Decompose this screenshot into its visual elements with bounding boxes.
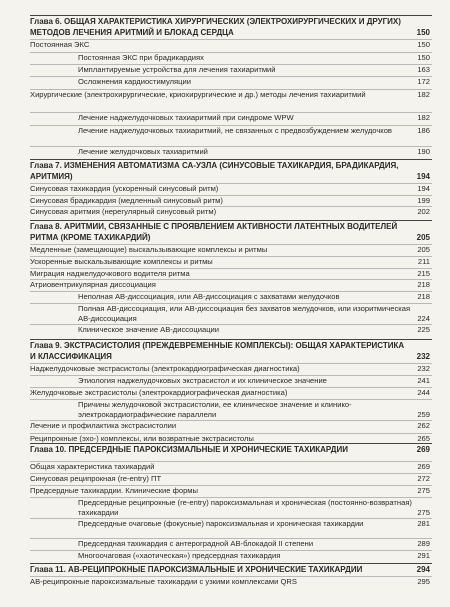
entry-title: Желудочковые экстрасистолы (электрокардиографическая диагностика) bbox=[30, 388, 288, 397]
toc-entry[interactable] bbox=[30, 388, 432, 398]
entry-title: Неполная АВ-диссоциация, или АВ-диссоциация с захватами желудочков bbox=[78, 292, 340, 301]
chapter-heading[interactable] bbox=[30, 341, 432, 362]
toc-entry[interactable] bbox=[30, 65, 432, 75]
chapter-heading[interactable] bbox=[30, 17, 432, 38]
entry-title: Предсердные реципрокные (re-entry) пароксизмальная и хроническая (постоянно-возвратная) тахикардии bbox=[78, 498, 412, 517]
toc-entry[interactable] bbox=[30, 462, 432, 472]
page-number: 232 bbox=[417, 364, 430, 373]
page-number: 202 bbox=[417, 207, 430, 216]
toc-entry[interactable] bbox=[30, 292, 432, 302]
chapter-title: Глава 6. ОБЩАЯ ХАРАКТЕРИСТИКА ХИРУРГИЧЕСКИХ (ЭЛЕКТРОХИРУРГИЧЕСКИХ И ДРУГИХ) МЕТОДОВ ЛЕЧЕНИЯ АРИТМИЙ И БЛОКАД СЕРДЦА bbox=[30, 17, 401, 37]
row-rule bbox=[30, 420, 432, 421]
toc-entry[interactable] bbox=[30, 486, 432, 496]
page-number: 182 bbox=[417, 113, 430, 122]
entry-title: Лечение и профилактика экстрасистолии bbox=[30, 421, 177, 430]
entry-title: Синусовая тахикардия (ускоренный синусовый ритм) bbox=[30, 184, 219, 193]
page-number: 218 bbox=[417, 292, 430, 301]
entry-title: Лечение наджелудочковых тахиаритмий при синдроме WPW bbox=[78, 113, 294, 122]
toc-entry[interactable] bbox=[30, 400, 432, 419]
toc-entry[interactable] bbox=[30, 364, 432, 374]
page-number: 295 bbox=[417, 577, 430, 586]
chapter-rule bbox=[30, 563, 432, 564]
row-rule bbox=[30, 485, 432, 486]
row-rule bbox=[30, 497, 432, 498]
chapter-rule bbox=[30, 15, 432, 16]
chapter-heading[interactable] bbox=[30, 222, 432, 243]
row-rule bbox=[30, 64, 432, 65]
row-rule bbox=[30, 550, 432, 551]
row-rule bbox=[30, 433, 432, 434]
toc-entry[interactable] bbox=[30, 196, 432, 206]
toc-entry[interactable] bbox=[30, 376, 432, 386]
row-rule bbox=[30, 39, 432, 40]
page-number: 281 bbox=[417, 519, 430, 528]
page-number: 275 bbox=[417, 507, 430, 517]
entry-title: Этиология наджелудочковых экстрасистол и их клиническое значение bbox=[78, 376, 327, 385]
page-number: 269 bbox=[417, 462, 430, 471]
page-number: 182 bbox=[417, 90, 430, 99]
page-number: 150 bbox=[417, 40, 430, 49]
toc-entry[interactable] bbox=[30, 280, 432, 290]
chapter-heading[interactable] bbox=[30, 161, 432, 182]
page-number: 225 bbox=[417, 325, 430, 334]
toc-entry[interactable] bbox=[30, 113, 432, 123]
toc-entry[interactable] bbox=[30, 207, 432, 217]
entry-title: Наджелудочковые экстрасистолы (электрокардиографическая диагностика) bbox=[30, 364, 300, 373]
entry-title: Синусовая аритмия (нерегулярный синусовый ритм) bbox=[30, 207, 217, 216]
chapter-title: Глава 8. АРИТМИИ, СВЯЗАННЫЕ С ПРОЯВЛЕНИЕМ АКТИВНОСТИ ЛАТЕНТНЫХ ВОДИТЕЛЕЙ РИТМА (КРОМЕ ТАХИКАРДИЙ) bbox=[30, 222, 398, 242]
row-rule bbox=[30, 256, 432, 257]
row-rule bbox=[30, 206, 432, 207]
row-rule bbox=[30, 76, 432, 77]
entry-title: Полная АВ-диссоциация, или АВ-диссоциация без захватов желудочков, или изоритмическая АВ-диссоциация bbox=[78, 304, 411, 323]
toc-entry[interactable] bbox=[30, 126, 432, 136]
toc-entry[interactable] bbox=[30, 498, 432, 517]
page-number: 244 bbox=[417, 388, 430, 397]
page-number: 215 bbox=[417, 269, 430, 278]
page-number: 269 bbox=[416, 445, 430, 454]
entry-title: Имплантируемые устройства для лечения тахиаритмий bbox=[78, 65, 276, 74]
entry-title: АВ-реципрокные пароксизмальные тахикардии с узкими комплексами QRS bbox=[30, 577, 297, 586]
toc-entry[interactable] bbox=[30, 40, 432, 50]
toc-entry[interactable] bbox=[30, 539, 432, 549]
row-rule bbox=[30, 291, 432, 292]
entry-title: Атриовентрикулярная диссоциация bbox=[30, 280, 156, 289]
toc-entry[interactable] bbox=[30, 577, 432, 587]
row-rule bbox=[30, 268, 432, 269]
page-number: 194 bbox=[417, 184, 430, 193]
toc-entry[interactable] bbox=[30, 147, 432, 157]
chapter-title: Глава 10. ПРЕДСЕРДНЫЕ ПАРОКСИЗМАЛЬНЫЕ И ХРОНИЧЕСКИЕ ТАХИКАРДИИ bbox=[30, 445, 348, 454]
entry-title: Хирургические (электрохирургические, криохирургические и др.) методы лечения тахиаритмий bbox=[30, 90, 366, 99]
row-rule bbox=[30, 576, 432, 577]
page-number: 172 bbox=[417, 77, 430, 86]
toc-entry[interactable] bbox=[30, 325, 432, 335]
toc-entry[interactable] bbox=[30, 77, 432, 87]
page-number: 265 bbox=[417, 434, 430, 443]
page-number: 211 bbox=[417, 257, 430, 266]
page-number: 205 bbox=[417, 245, 430, 254]
entry-title: Постоянная ЭКС при брадикардиях bbox=[78, 53, 204, 62]
entry-title: Реципрокные (эхо-) комплексы, или возвратные экстрасистолы bbox=[30, 434, 254, 443]
entry-title: Синусовая брадикардия (медленный синусовый ритм) bbox=[30, 196, 223, 205]
page-number: 294 bbox=[416, 565, 430, 574]
toc-entry[interactable] bbox=[30, 474, 432, 484]
entry-title: Ускоренные выскальзывающие комплексы и ритмы bbox=[30, 257, 213, 266]
entry-title: Медленные (замещающие) выскальзывающие комплексы и ритмы bbox=[30, 245, 268, 254]
toc-entry[interactable] bbox=[30, 304, 432, 323]
row-rule bbox=[30, 363, 432, 364]
page-number: 186 bbox=[417, 126, 430, 135]
page-number: 262 bbox=[417, 421, 430, 430]
chapter-heading[interactable] bbox=[30, 445, 432, 456]
toc-entry[interactable] bbox=[30, 257, 432, 267]
row-rule bbox=[30, 518, 432, 519]
entry-title: Клиническое значение АВ-диссоциации bbox=[78, 325, 220, 334]
page-number: 272 bbox=[417, 474, 430, 483]
row-rule bbox=[30, 324, 432, 325]
row-rule bbox=[30, 112, 432, 113]
entry-title: Миграция наджелудочкового водителя ритма bbox=[30, 269, 190, 278]
page-number: 205 bbox=[416, 232, 430, 242]
toc-entry[interactable] bbox=[30, 519, 432, 529]
row-rule bbox=[30, 399, 432, 400]
page-number: 150 bbox=[417, 53, 430, 62]
toc-entry[interactable] bbox=[30, 269, 432, 279]
row-rule bbox=[30, 146, 432, 147]
page-number: 291 bbox=[417, 551, 430, 560]
toc-entry[interactable] bbox=[30, 53, 432, 63]
page-number: 163 bbox=[417, 65, 430, 74]
entry-title: Синусовая реципрокная (re-entry) ПТ bbox=[30, 474, 162, 483]
page-number: 150 bbox=[416, 27, 430, 37]
page-number: 199 bbox=[417, 196, 430, 205]
entry-title: Общая характеристика тахикардий bbox=[30, 462, 155, 471]
page-number: 289 bbox=[417, 539, 430, 548]
entry-title: Причины желудочковой экстрасистолии, ее клиническое значение и клинико-электрокардиографические параллели bbox=[78, 400, 352, 419]
chapter-title: Глава 11. АВ-РЕЦИПРОКНЫЕ ПАРОКСИЗМАЛЬНЫЕ И ХРОНИЧЕСКИЕ ТАХИКАРДИИ bbox=[30, 565, 363, 574]
page-number: 194 bbox=[416, 171, 430, 181]
row-rule bbox=[30, 89, 432, 90]
entry-title: Постоянная ЭКС bbox=[30, 40, 90, 49]
page-number: 224 bbox=[417, 313, 430, 323]
row-rule bbox=[30, 473, 432, 474]
row-rule bbox=[30, 375, 432, 376]
row-rule bbox=[30, 183, 432, 184]
entry-title: Лечение желудочковых тахиаритмий bbox=[78, 147, 208, 156]
chapter-rule bbox=[30, 220, 432, 221]
toc-entry[interactable] bbox=[30, 90, 432, 100]
page-number: 218 bbox=[417, 280, 430, 289]
row-rule bbox=[30, 279, 432, 280]
page-number: 259 bbox=[417, 409, 430, 419]
entry-title: Многоочаговая («хаотическая») предсердная тахикардия bbox=[78, 551, 281, 560]
row-rule bbox=[30, 538, 432, 539]
row-rule bbox=[30, 244, 432, 245]
entry-title: Осложнения кардиостимуляции bbox=[78, 77, 191, 86]
chapter-rule bbox=[30, 159, 432, 160]
row-rule bbox=[30, 195, 432, 196]
page-number: 241 bbox=[417, 376, 430, 385]
page-number: 275 bbox=[417, 486, 430, 495]
page-number: 190 bbox=[417, 147, 430, 156]
row-rule bbox=[30, 125, 432, 126]
chapter-title: Глава 9. ЭКСТРАСИСТОЛИЯ (ПРЕЖДЕВРЕМЕННЫЕ КОМПЛЕКСЫ): ОБЩАЯ ХАРАКТЕРИСТИКА И КЛАССИФИКАЦИЯ bbox=[30, 341, 405, 361]
row-rule bbox=[30, 52, 432, 53]
entry-title: Предсердные тахикардии. Клинические формы bbox=[30, 486, 198, 495]
entry-title: Предсердная тахикардия с антероградной АВ-блокадой II степени bbox=[78, 539, 314, 548]
toc-entry[interactable] bbox=[30, 245, 432, 255]
chapter-rule bbox=[30, 339, 432, 340]
entry-title: Предсердные очаговые (фокусные) пароксизмальная и хроническая тахикардии bbox=[78, 519, 364, 528]
chapter-title: Глава 7. ИЗМЕНЕНИЯ АВТОМАТИЗМА СА-УЗЛА (СИНУСОВЫЕ ТАХИКАРДИЯ, БРАДИКАРДИЯ, АРИТМИЯ) bbox=[30, 161, 399, 181]
page-number: 232 bbox=[416, 351, 430, 361]
chapter-heading[interactable] bbox=[30, 565, 432, 576]
toc-entry[interactable] bbox=[30, 184, 432, 194]
row-rule bbox=[30, 303, 432, 304]
row-rule bbox=[30, 461, 432, 462]
entry-title: Лечение наджелудочковых тахиаритмий, не связанных с предвозбуждением желудочков bbox=[78, 126, 392, 135]
toc-entry[interactable] bbox=[30, 551, 432, 561]
row-rule bbox=[30, 387, 432, 388]
chapter-rule bbox=[30, 443, 432, 444]
toc-entry[interactable] bbox=[30, 421, 432, 431]
